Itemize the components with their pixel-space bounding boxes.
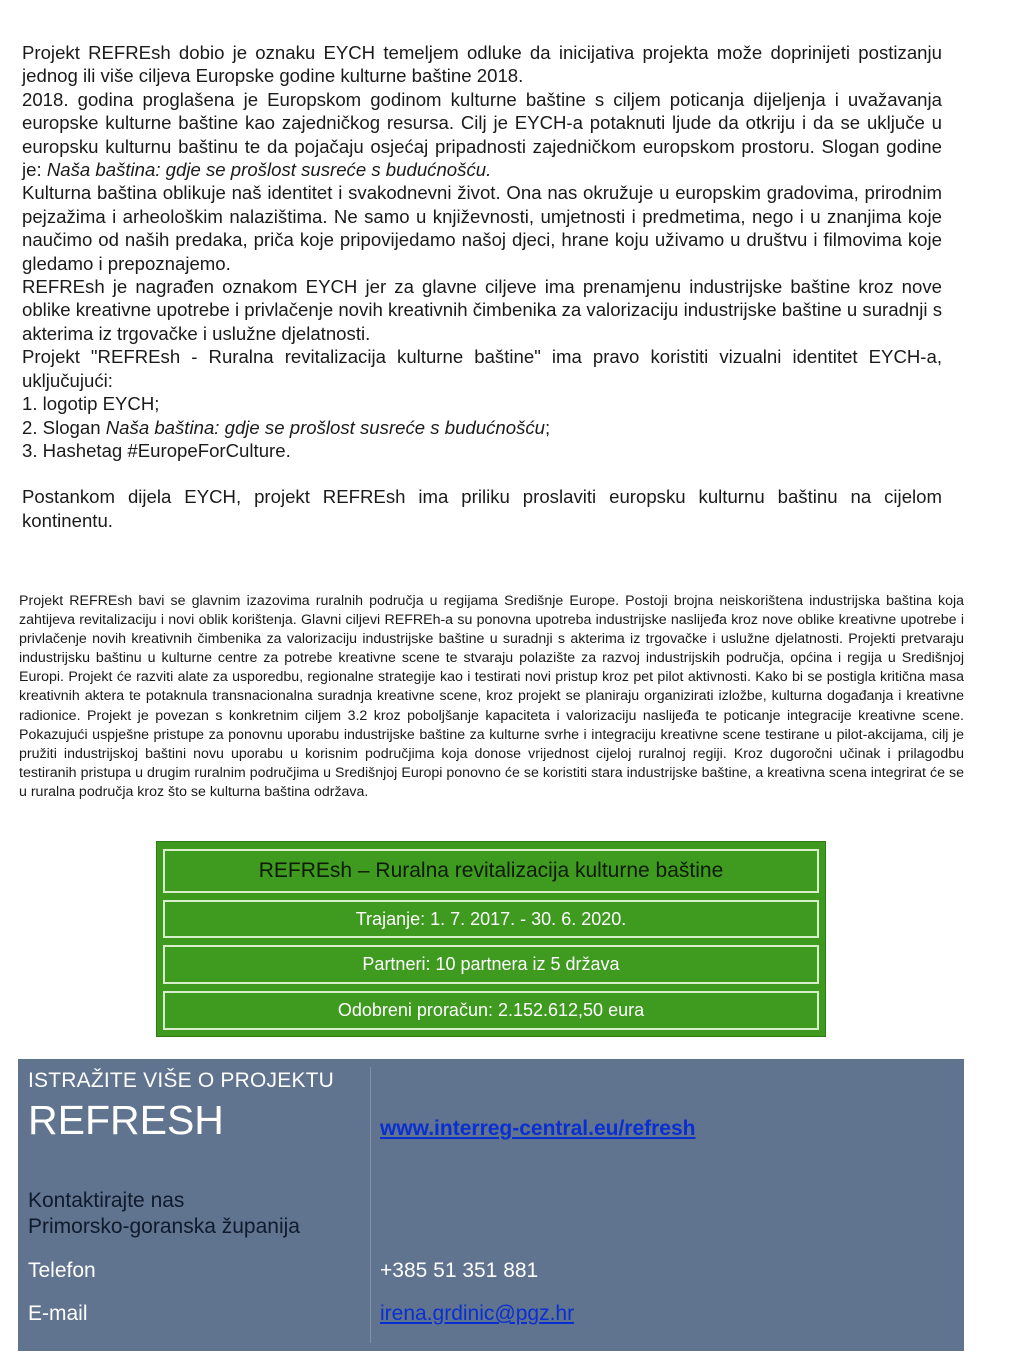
contact-label: Kontaktirajte nas [28,1189,185,1212]
eych-text-block [22,41,942,532]
list-item-slogan-suffix: ; [545,416,551,438]
organization-name: Primorsko-goranska županija [28,1215,300,1238]
paragraph-celebrate: Postankom dijela EYCH, projekt REFREsh ima priliku proslaviti europsku kulturnu baštinu na cijelom kontinentu. [22,486,942,531]
website-link[interactable]: www.interreg-central.eu/refresh [380,1117,696,1140]
paragraph-eych-year [22,88,942,182]
list-item-slogan-prefix: 2. Slogan [22,416,106,438]
paragraph-refresh-award: REFREsh je nagrađen oznakom EYCH jer za glavne ciljeve ima prenamjenu industrijske baštine kroz nove oblike kreativne upotrebe i privlačenje novih kreativnih čimbenika za valorizaciju industrijske baštine u suradnji s akterima iz trgovačke i uslužne djelatnosti. [22,276,942,344]
paragraph-heritage: Kulturna baština oblikuje naš identitet i svakodnevni život. Ona nas okružuje u europskim gradovima, prirodnim pejzažima i arheološkim nalazištima. Ne samo u književnosti, umjetnosti i predmetima, nego i u znanjima koje naučimo od naših predaka, priča koje pripovijedamo našoj djeci, hrane koju uživamo u društvu i filmovima koje gledamo i prepoznajemo. [22,182,942,274]
column-divider [370,1067,371,1343]
project-name: REFRESH [28,1097,224,1143]
paragraph-visual-identity: Projekt "REFREsh - Ruralna revitalizacija kulturne baštine" ima pravo koristiti vizualni identitet EYCH-a, uključujući: [22,346,942,391]
list-item-slogan [22,416,942,439]
paragraph-eych-year-text: 2018. godina proglašena je Europskom godinom kulturne baštine s ciljem poticanja dijeljenja i uvažavanja europske kulturne baštine kao zajedničkog resursa. Cilj je EYCH-a potaknuti ljude da otkriju i da se uključe u europsku kulturnu baštinu te da pojačaju osjećaj pripadnosti zajedničkom europskom prostoru. Slogan godine je: [22,88,942,181]
project-summary: Projekt REFREsh bavi se glavnim izazovima ruralnih područja u regijama Središnje Europe. Postoji brojna neiskorištena industrijska baština koja zahtijeva revitalizaciju i novi oblik korištenja. Glavni ciljevi REFREh-a su ponovna upotreba industrijske naslijeđa kroz nove oblike kreativne upotrebe i privlačenje novih kreativnih čimbenika za valorizaciju industrijske baštine u suradnji s akterima iz trgovačke i uslužne djelatnosti. Projekti pretvaraju industrijsku baštinu u kulturne centre za potrebe kreativne scene te stvaraju polazište za razvoj industrijskih područja, općina i regija u Središnjoj Europi. Projekt će razviti alate za usporedbu, regionalne strategije kao i testirati novi pristup kroz pet pilot aktivnosti. Kako bi se postigla kritična masa kreativnih aktera te potaknula transnacionalna suradnja kreativne scene, kroz projekt se planiraju organizirati izložbe, kulturna događanja i kreativne radionice. Projekt je povezan s konkretnim ciljem 3.2 kroz poboljšanje kapaciteta i valorizaciju naslijeđa te poticanje integracije kreativne scene. Pokazujući uspješne pristupe za ponovnu uporabu industrijske baštine za kulturne svrhe i integraciju kreativne scene testirane u pilot-akcijama, cilj je pružiti industrijskoj baštini novu uporabu u korisnim područjima koja donose vrijednost cijeloj ruralnoj regiji. Kroz dugoročni učinak i prilagodbu testiranih pristupa u drugim ruralnim područjima u Središnjoj Europi ponovno će se koristiti stara industrijske baštine, a kreativna scena integrirat će se u ruralna područja kroz što se kulturna baština održava. [19,593,964,800]
list-item-logo: 1. logotip EYCH; [22,393,160,415]
slogan-text: Naša baština: gdje se prošlost susreće s budućnošću. [46,159,492,181]
phone-number: +385 51 351 881 [380,1259,539,1282]
project-partners: Partneri: 10 partnera iz 5 država [163,945,819,984]
spacer [22,462,942,485]
explore-heading: ISTRAŽITE VIŠE O PROJEKTU [28,1069,335,1092]
phone-label: Telefon [28,1259,96,1282]
list-item-hashtag: 3. Hashetag #EuropeForCulture. [22,439,291,461]
project-duration: Trajanje: 1. 7. 2017. - 30. 6. 2020. [163,900,819,938]
paragraph-eych-label: Projekt REFREsh dobio je oznaku EYCH temeljem odluke da inicijativa projekta može doprinijeti postizanju jednog ili više ciljeva Europske godine kulturne baštine 2018. [22,42,942,87]
contact-panel [18,1059,964,1351]
email-link[interactable]: irena.grdinic@pgz.hr [380,1302,575,1325]
list-item-slogan-italic: Naša baština: gdje se prošlost susreće s budućnošću [105,416,546,438]
project-budget: Odobreni proračun: 2.152.612,50 eura [163,991,819,1030]
email-label: E-mail [28,1302,88,1325]
project-info-box [156,841,826,1037]
project-title: REFREsh – Ruralna revitalizacija kulturne baštine [163,849,819,893]
